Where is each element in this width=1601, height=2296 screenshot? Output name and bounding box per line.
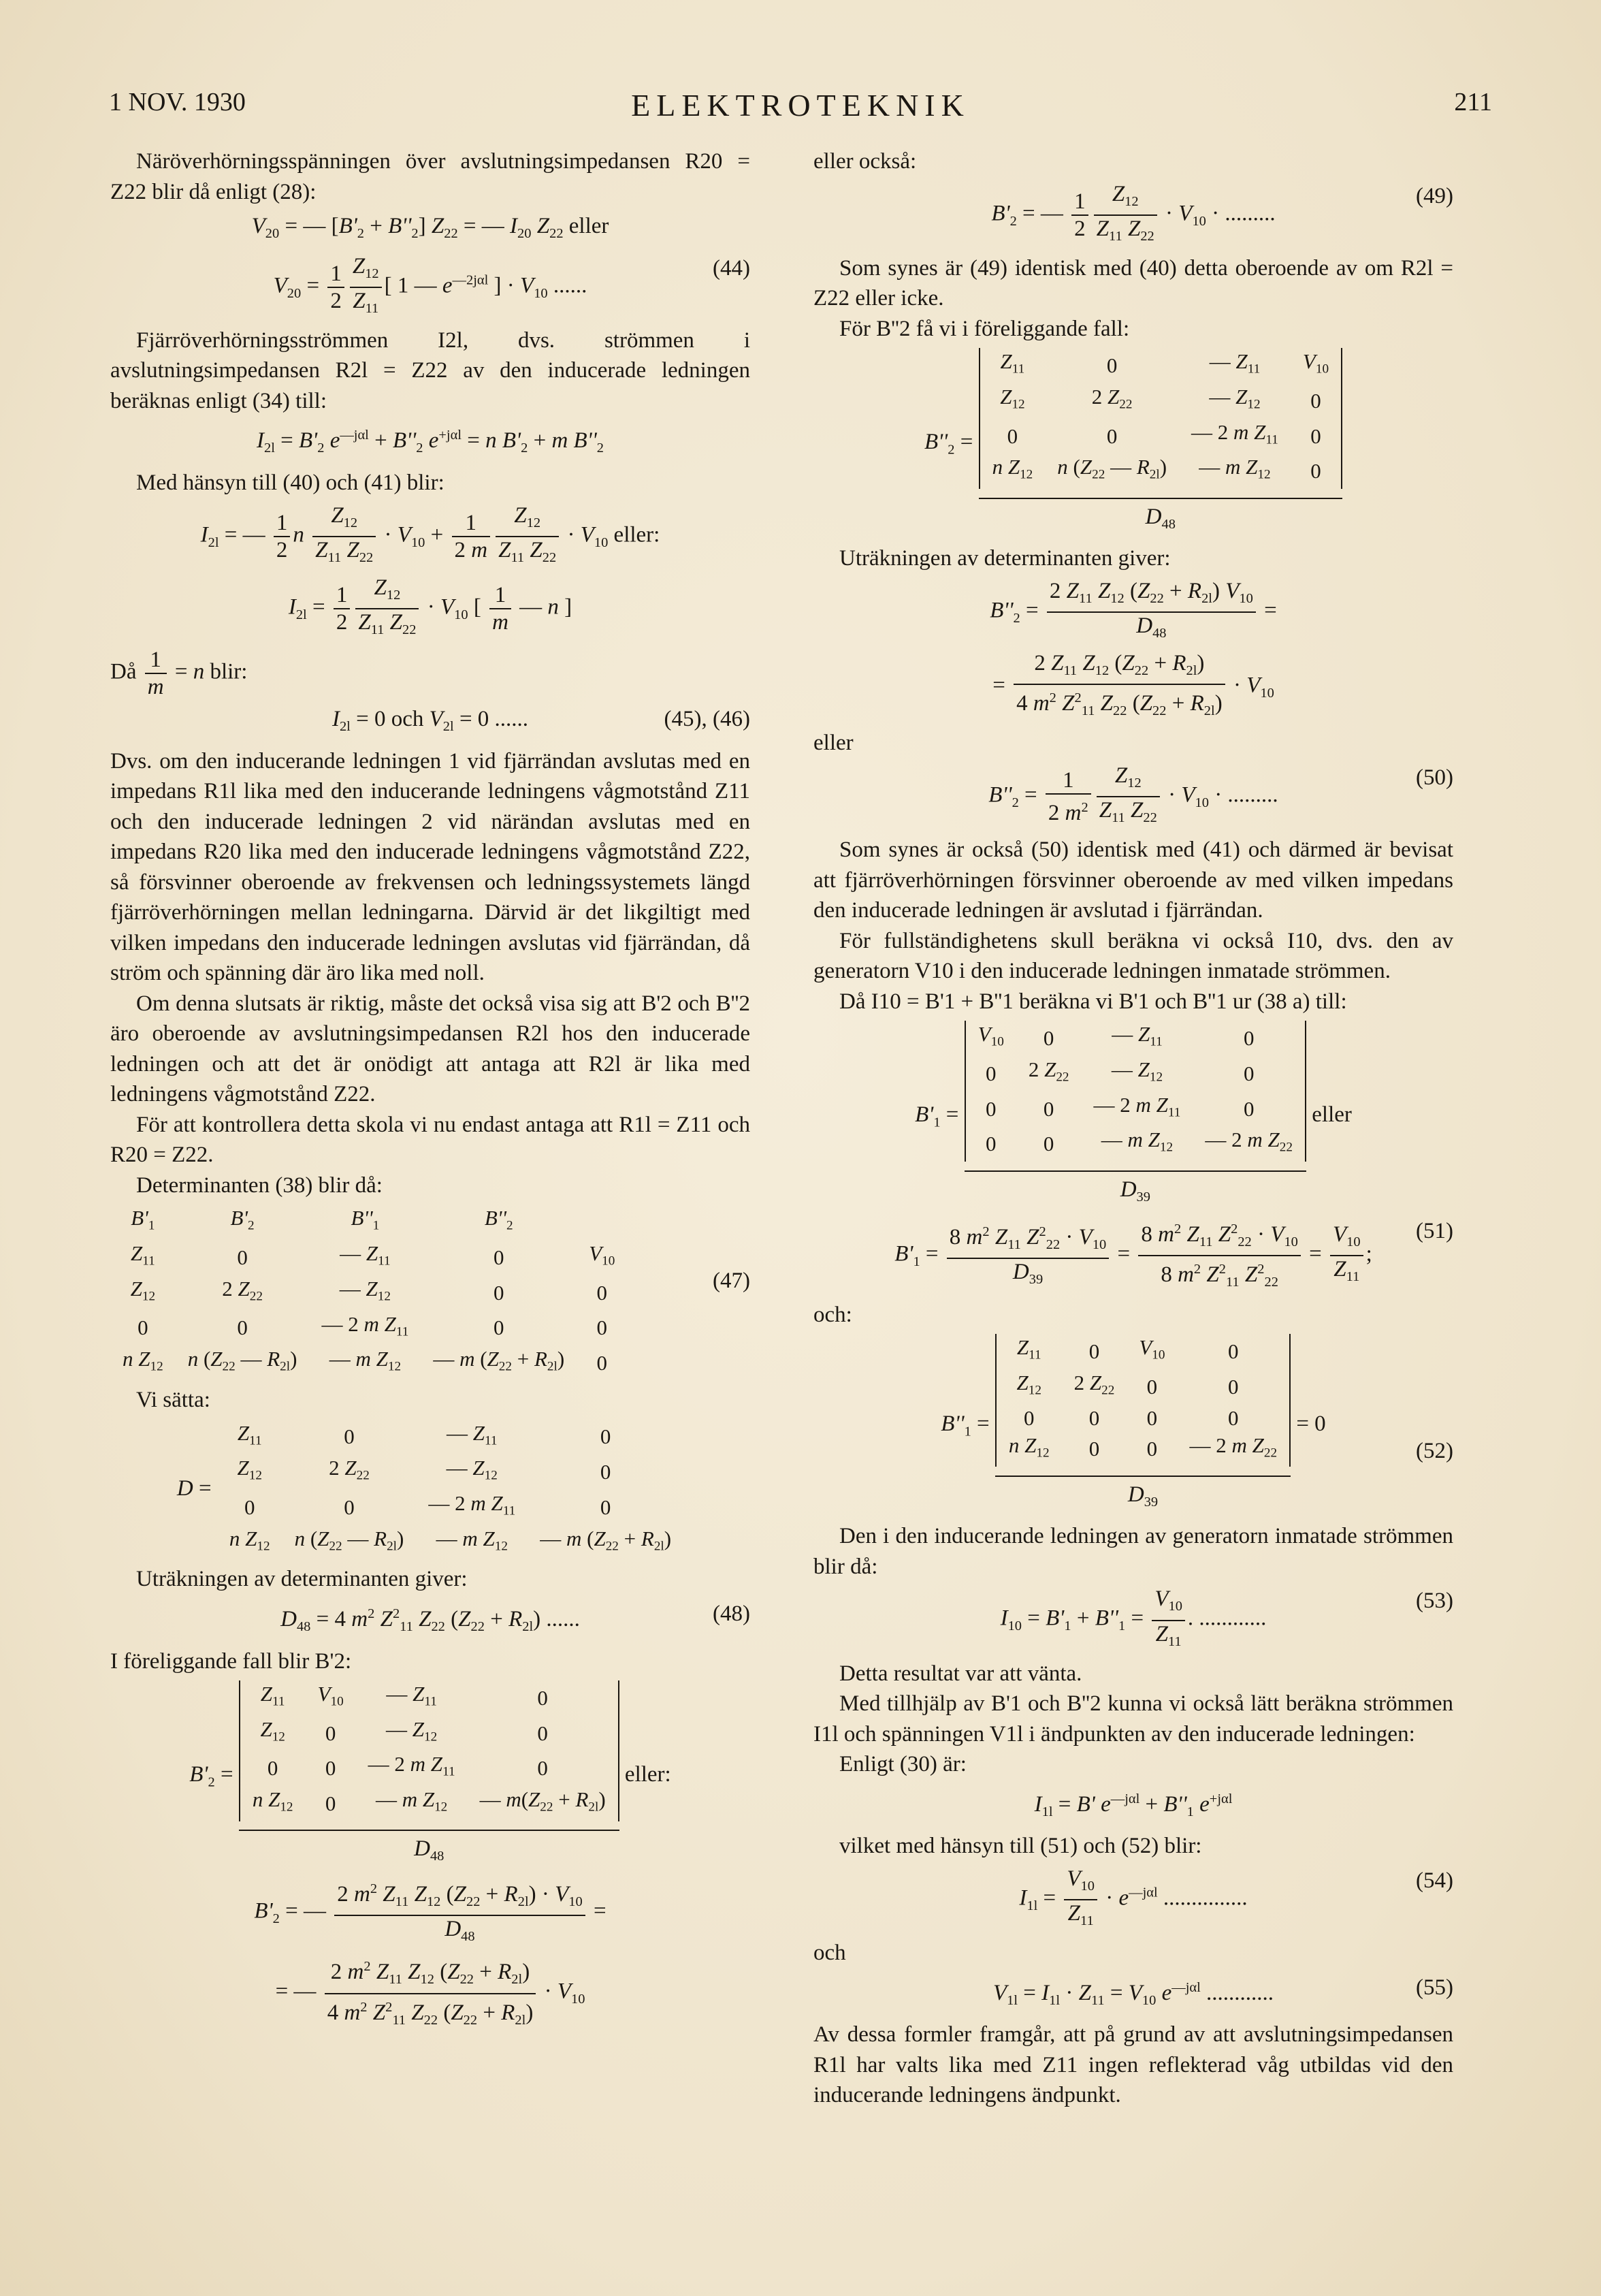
right-column	[813, 146, 1453, 2111]
determinant-B1prime: $B'_1$ = $V_{10}$ 0 — $Z_{11}$ 0 0 2 $Z_{22}$ — $Z_{12}$ 0 0 0 — 2 m $Z_{11}$ 0 0 0 — m $Z_{12}$ — 2 m $Z_{22}$ $D_{39}$ eller	[813, 1021, 1453, 1212]
equation-number: (52)	[1416, 1439, 1453, 1464]
paragraph: och	[813, 1941, 846, 1966]
equation-50: $B''_2$ = $\frac{1}{2 m^2}$ $\frac{Z_{12}}{Z_{11} Z_{22}}$ · $V_{10}$ · ......... (50)	[988, 763, 1453, 826]
equation-48: $D_{48} = 4$ $m^2$ $Z^2_{11}$ $Z_{22}$ $(Z_{22} + R_{2l})$ ...... (48)	[110, 1599, 750, 1642]
equation-number: (48)	[713, 1601, 750, 1626]
paragraph: Vi sätta:	[136, 1388, 210, 1412]
equation: $B'_2$ = — $\frac{2 m^2 Z_{11} Z_{12} (Z_{22} + R_{2l}) \cdot V_{10}}{D_{48}}$ =	[110, 1876, 750, 1949]
paragraph: Enligt (30) är:	[839, 1752, 967, 1777]
eller-label: eller	[1312, 1102, 1352, 1128]
paragraph: I föreliggande fall blir B'2:	[110, 1648, 352, 1674]
paragraph: För B''2 få vi i föreliggande fall:	[839, 316, 1130, 341]
journal-title: ELEKTROTEKNIK	[631, 88, 970, 123]
equation-55: $V_{1l} = I_{1l} \cdot Z_{11} = V_{10}$ $e^{—j\alpha l}$ ............ (55)	[813, 1973, 1453, 2016]
equation-44: $V_{20}$ = $\frac{1}{2}$ $\frac{Z_{12}}{Z_{11}}$ [ 1 — $e^{—2j\alpha l}$ ] · $V_{10}$ ...... (44)	[273, 253, 750, 316]
determinant-D: D = $Z_{11}$ 0 — $Z_{11}$ 0 $Z_{12}$ 2 $Z_{22}$ — $Z_{12}$ 0 0 0 — 2 m $Z_{11}$ 0 n $Z_{12}$ n ($Z_{22}$ — $R_{2l}$) — m $Z_{12}$ — m $(Z_{22} + R_{2l})$	[176, 1420, 672, 1554]
paragraph: Determinanten (38) blir då:	[136, 1173, 383, 1198]
paragraph: Med tillhjälp av B'1 och B''2 kunna vi också lätt beräkna strömmen I1l och spänningen V1l i ändpunkten av den inducerade ledningen:	[813, 1691, 1453, 1747]
equation-number: (50)	[1416, 765, 1453, 790]
paragraph: Detta resultat var att vänta.	[839, 1661, 1082, 1686]
equation: $I_{1l} = B'$ $e^{—j\alpha l} + B''_1$ $e^{+j\alpha l}$	[1034, 1791, 1233, 1819]
equation-number: (54)	[1416, 1868, 1453, 1893]
equation: $I_{2l}$ = — $\frac{1}{2}$ n $\frac{Z_{12}}{Z_{11} Z_{22}}$ · $V_{10}$ + $\frac{1}{2 m}$ $\frac{Z_{12}}{Z_{11} Z_{22}}$ · $V_{10}$ eller:	[200, 503, 660, 565]
paragraph: Näröverhörningsspänningen över avslutningsimpedansen R20 = Z22 blir då enligt (28):	[110, 149, 750, 204]
equation: = $\frac{2 Z_{11} Z_{12} (Z_{22} + R_{2l})}{4 m^2 Z^2_{11} Z_{22} (Z_{22} + R_{2l})}$ · $V_{10}$	[992, 651, 1274, 719]
equation-54: $I_{1l}$ = $\frac{V_{10}}{Z_{11}}$ · $e^{—j\alpha l}$ ............... (54)	[1019, 1866, 1453, 1929]
paragraph: Dvs. om den inducerande ledningen 1 vid fjärrändan avslutas med en impedans R1l lika med den inducerande ledningens vågmotstånd Z11 och den inducerade ledningen 2 vid närändan avslutas med en impedans R20 lika med den inducerade ledningens vågmotstånd Z22, så försvinner oberoende av frekvensen och ledningssystemets längd fjärröverhörningen mellan ledningarna. Därvid är det likgiltigt med vilken impedans den inducerade ledningen avslutas vid fjärrändan, då ström och spänning där äro lika med noll.	[110, 748, 750, 986]
equation-number: (51)	[1416, 1219, 1453, 1244]
equation: = — $\frac{2 m^2 Z_{11} Z_{12} (Z_{22} + R_{2l})}{4 m^2 Z^2_{11} Z_{22} (Z_{22} + R_{2l})}$ · $V_{10}$	[110, 1954, 750, 2032]
equation-number: (47)	[713, 1269, 750, 1294]
paragraph: Av dessa formler framgår, att på grund av att avslutningsimpedansen R1l har valts lika med Z11 ingen reflekterad våg utbildas vid den inducerande ledningens ändpunkt.	[813, 2022, 1453, 2108]
paragraph: För att kontrollera detta skola vi nu endast antaga att R1l = Z11 och R20 = Z22.	[110, 1112, 750, 1168]
equation: $I_{2l}$ = $\frac{1}{2}$ $\frac{Z_{12}}{Z_{11} Z_{22}}$ · $V_{10}$ [ $\frac{1}{m}$ — n ]	[288, 575, 572, 638]
equation-number: (45), (46)	[664, 707, 750, 732]
page-number: 211	[1454, 88, 1492, 116]
paragraph: Den i den inducerande ledningen av generatorn inmatade strömmen blir då:	[813, 1524, 1453, 1579]
paragraph: Med hänsyn till (40) och (41) blir:	[136, 471, 444, 496]
equation-45-46: $I_{2l} = 0$ och $V_{2l} = 0$ ...... (45), (46)	[110, 704, 750, 742]
equation-number: (49)	[1416, 183, 1453, 208]
determinant-B2doubleprime: $B''_2$ = $Z_{11}$ 0 — $Z_{11}$ $V_{10}$ $Z_{12}$ 2 $Z_{22}$ — $Z_{12}$ 0 0 0 — 2 m $Z_{11}$ 0 n $Z_{12}$ n ($Z_{22}$ — $R_{2l}$) — m $Z_{12}$ 0 $D_{48}$	[813, 348, 1453, 539]
left-column	[110, 146, 750, 2037]
equation-number: (55)	[1416, 1975, 1453, 2000]
paragraph: vilket med hänsyn till (51) och (52) blir:	[839, 1834, 1202, 1859]
paragraph: och:	[813, 1302, 852, 1327]
paragraph: eller	[813, 731, 854, 756]
equation: $B''_2$ = $\frac{2 Z_{11} Z_{12} (Z_{22} + R_{2l}) V_{10}}{D_{48}}$ =	[990, 578, 1277, 641]
paragraph: Uträkningen av determinanten giver:	[136, 1567, 468, 1592]
equation-number: (44)	[713, 255, 750, 281]
paragraph: Då I10 = B'1 + B''1 beräkna vi B'1 och B''1 ur (38 a) till:	[839, 989, 1347, 1014]
paragraph: Som synes är också (50) identisk med (41) och därmed är bevisat att fjärröverhörningen försvinner oberoende av med vilken impedans den inducerade ledningen är avslutad i fjärrändan.	[813, 838, 1453, 923]
equation: $I_{2l} = B'_2$ $e^{—j\alpha l} + B''_2$ $e^{+j\alpha l} = n$ $B'_2 + m$ $B''_2$	[256, 428, 604, 456]
paragraph: För fullständighetens skull beräkna vi också I10, dvs. den av generatorn V10 i den inducerade ledningen inmatade strömmen.	[813, 928, 1453, 984]
eller-label: eller:	[624, 1762, 671, 1787]
paragraph: Om denna slutsats är riktig, måste det också visa sig att B'2 och B''2 äro oberoende av avslutningsimpedansen R2l hos den inducerade ledningen och att det är onödigt att antaga att R2l är lika med ledningens vågmotstånd Z22.	[110, 991, 750, 1107]
paragraph: Som synes är (49) identisk med (40) detta oberoende av om R2l = Z22 eller icke.	[813, 255, 1453, 311]
issue-date: 1 NOV. 1930	[109, 88, 246, 116]
equation: Då $\frac{1}{m}$ = n blir:	[110, 648, 248, 700]
page-header	[102, 87, 1499, 128]
paragraph: Uträkningen av determinanten giver:	[839, 546, 1171, 571]
determinant-47: $B'_1$ $B'_2$ $B''_1$ $B''_2$ $Z_{11}$ 0 — $Z_{11}$ 0 $V_{10}$ $Z_{12}$ 2 $Z_{22}$ — $Z_{12}$ 0 0 0 0 — 2 m $Z_{11}$ 0 0 n $Z_{12}$ n ($Z_{22}$ — $R_{2l}$) — m $Z_{12}$ — m $(Z_{22} + R_{2l})$ 0 (47)	[123, 1206, 750, 1375]
equation: $V_{20}$ = — $[B'_2 + B''_2] Z_{22}$ = — $I_{20}$ $Z_{22}$ eller	[251, 214, 609, 242]
equation-number: (53)	[1416, 1589, 1453, 1614]
determinant-B1doubleprime: $B''_1$ = $Z_{11}$ 0 $V_{10}$ 0 $Z_{12}$ 2 $Z_{22}$ 0 0 0 0 0 0 n $Z_{12}$ 0 0 — 2 m $Z_{22}$ $D_{39}$ = 0 (52)	[813, 1334, 1453, 1517]
paragraph: Fjärröverhörningsströmmen I2l, dvs. strömmen i avslutningsimpedansen R2l = Z22 av den inducerade ledningen beräknas enligt (34) till:	[110, 328, 750, 413]
paragraph: eller också:	[813, 149, 917, 174]
equation-51: $B'_1$ = $\frac{8 m^2 Z_{11} Z^2_{22} \cdot V_{10}}{D_{39}}$ = $\frac{8 m^2 Z_{11} Z^2_{22} \cdot V_{10}}{8 m^2 Z^2_{11} Z^2_{22}}$ = $\frac{V_{10}}{Z_{11}}$ ; (51)	[813, 1216, 1453, 1295]
equation-49: $B'_2$ = — $\frac{1}{2}$ $\frac{Z_{12}}{Z_{11} Z_{22}}$ · $V_{10}$ · ......... (49)	[991, 181, 1453, 244]
equation-53: $I_{10} = B'_1 + B''_1$ = $\frac{V_{10}}{Z_{11}}$ . ............ (53)	[1000, 1587, 1453, 1649]
determinant-B2prime: $B'_2$ = $Z_{11}$ $V_{10}$ — $Z_{11}$ 0 $Z_{12}$ 0 — $Z_{12}$ 0 0 0 — 2 m $Z_{11}$ 0 n $Z_{12}$ 0 — m $Z_{12}$ — $m(Z_{22} + R_{2l})$ $D_{48}$ eller:	[110, 1680, 750, 1872]
